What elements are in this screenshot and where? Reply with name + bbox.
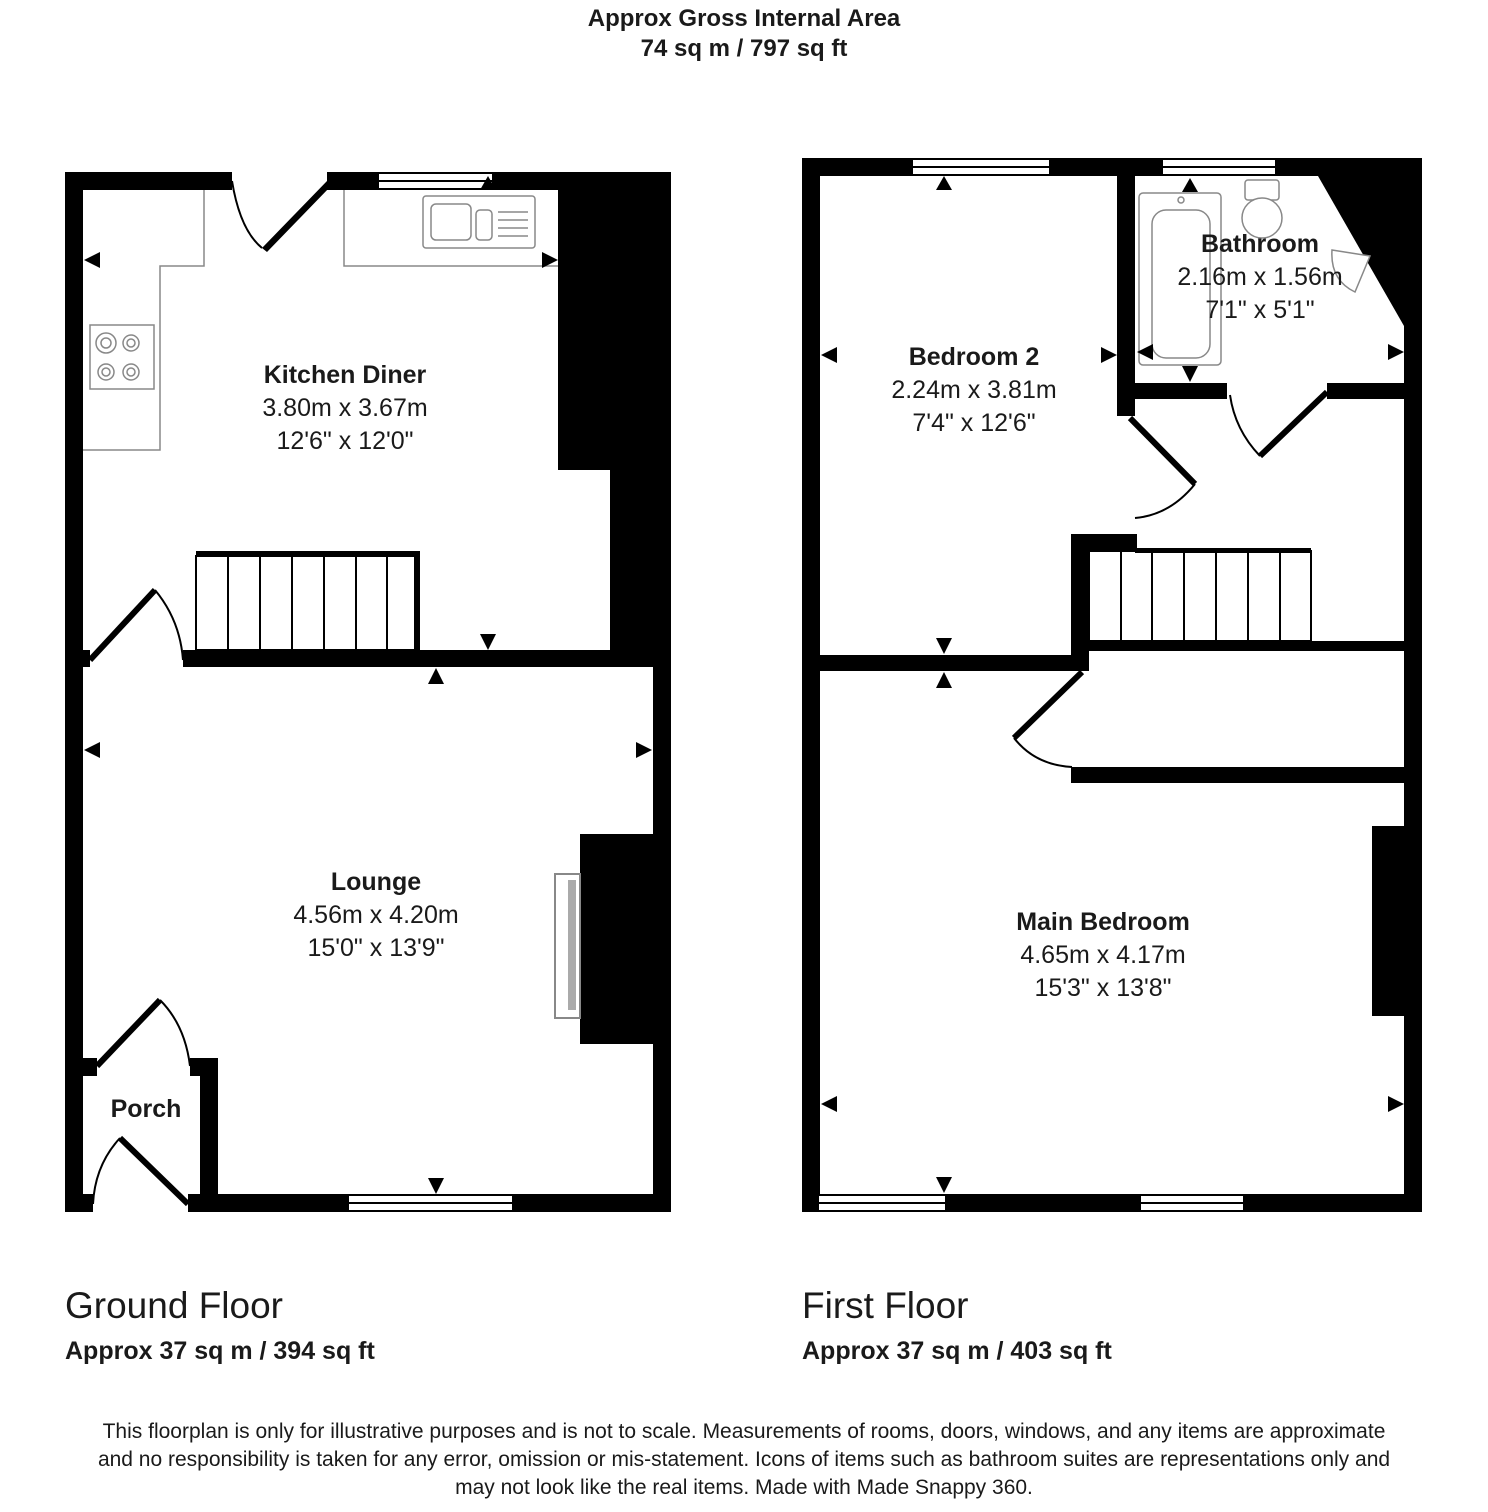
disclaimer-line-2: and no responsibility is taken for any error, omission or mis-statement. Icons of items such as bathroom suites are representations only and	[97, 1448, 1391, 1471]
kitchen-diner-name: Kitchen Diner	[263, 361, 427, 389]
ground-floor-plan	[65, 172, 671, 1212]
bathroom-name: Bathroom	[1200, 230, 1320, 258]
bathroom-label	[1150, 228, 1370, 327]
first-dimension-arrows	[821, 176, 1404, 1193]
porch-label	[96, 1093, 196, 1126]
main-bedroom-metric: 4.65m x 4.17m	[1020, 941, 1186, 969]
lounge-imperial: 15'0" x 13'9"	[307, 934, 445, 962]
main-bedroom-name: Main Bedroom	[1016, 908, 1190, 936]
gross-area-title: Approx Gross Internal Area	[587, 5, 901, 32]
ground-floor-title: Ground Floor	[65, 1285, 283, 1326]
first-left-wall	[802, 158, 820, 1212]
fireplace-hearth	[555, 874, 580, 1018]
bedroom-2-label	[854, 341, 1094, 440]
lounge-name: Lounge	[330, 868, 422, 896]
disclaimer	[0, 1418, 1488, 1502]
porch-name: Porch	[110, 1095, 182, 1123]
first-floor-title: First Floor	[802, 1285, 969, 1326]
bathroom-metric: 2.16m x 1.56m	[1177, 263, 1343, 291]
first-stairs	[1089, 551, 1311, 641]
bedroom-2-imperial: 7'4" x 12'6"	[912, 409, 1036, 437]
bedroom-2-metric: 2.24m x 3.81m	[891, 376, 1057, 404]
ground-stairs	[196, 556, 418, 650]
kitchen-diner-metric: 3.80m x 3.67m	[262, 394, 428, 422]
ground-floor-area: Approx 37 sq m / 394 sq ft	[65, 1337, 375, 1365]
main-bedroom-imperial: 15'3" x 13'8"	[1034, 974, 1172, 1002]
first-floor-area: Approx 37 sq m / 403 sq ft	[802, 1337, 1112, 1365]
ground-left-wall	[65, 172, 83, 1212]
lounge-window	[348, 1195, 513, 1211]
bedroom-2-name: Bedroom 2	[908, 343, 1040, 371]
lounge-metric: 4.56m x 4.20m	[293, 901, 459, 929]
kitchen-window	[378, 173, 493, 189]
disclaimer-line-1: This floorplan is only for illustrative purposes and is not to scale. Measurements of rooms, doors, windows, and any items are approximate	[102, 1420, 1386, 1443]
lounge-label	[256, 866, 496, 965]
disclaimer-line-3: may not look like the real items. Made with Made Snappy 360.	[455, 1476, 1033, 1499]
kitchen-diner-imperial: 12'6" x 12'0"	[276, 427, 414, 455]
kitchen-diner-label	[225, 359, 465, 458]
first-right-wall	[1404, 158, 1422, 1212]
main-bedroom-label	[983, 906, 1223, 1005]
bathroom-imperial: 7'1" x 5'1"	[1205, 296, 1315, 324]
gross-area-value: 74 sq m / 797 sq ft	[640, 35, 848, 62]
kitchen-back-door	[232, 181, 262, 248]
